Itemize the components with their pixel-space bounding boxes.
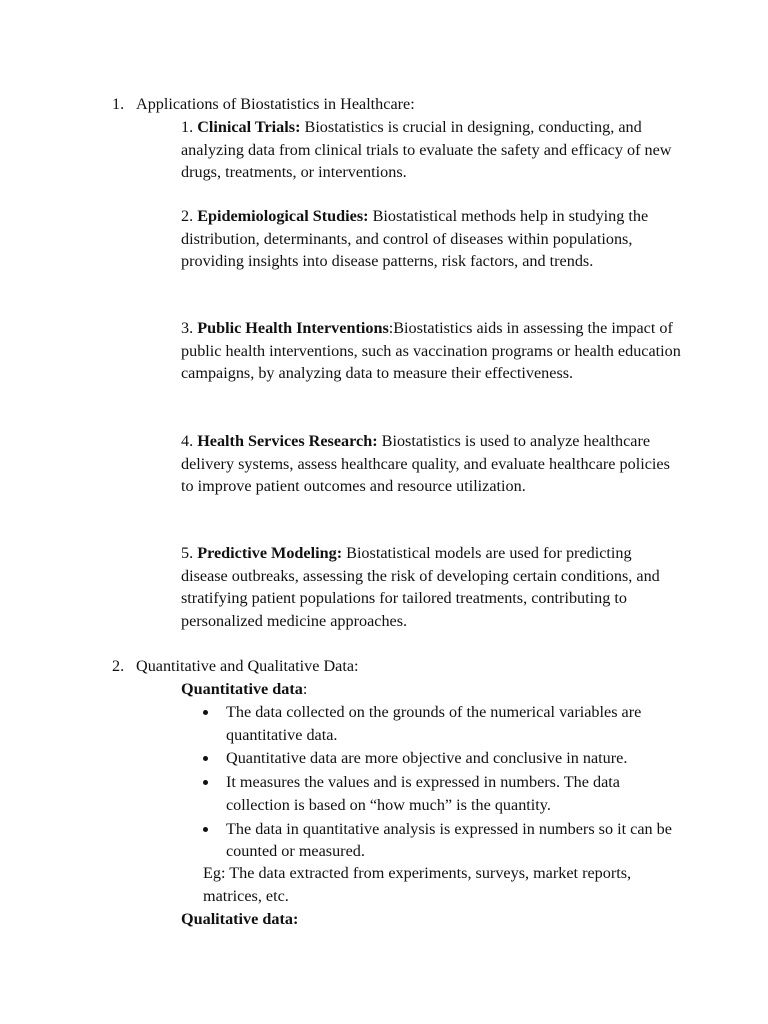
item-text: Biostatistical methods help in studying the distribution, determinants, and control of diseases within populations, providing insights into disease patterns, risk factors, and trends. [181, 207, 649, 271]
application-item-health-services-research [181, 430, 681, 498]
item-term: Clinical Trials: [197, 118, 301, 136]
quantitative-bullet-list [203, 701, 683, 864]
item-term: Predictive Modeling: [197, 544, 343, 562]
item-text: Biostatistical models are used for predicting disease outbreaks, assessing the risk of developing certain conditions, and stratifying patient populations for tailored treatments, contributing to personalized medicine approaches. [181, 544, 660, 630]
bullet-text: The data in quantitative analysis is expressed in numbers so it can be counted or measured. [226, 819, 672, 861]
quantitative-heading-text: Quantitative data [181, 680, 303, 698]
item-number: 1. [181, 118, 194, 136]
list-item [203, 818, 683, 863]
section-1-title: Applications of Biostatistics in Healthcare: [136, 95, 415, 113]
list-item [203, 701, 683, 746]
application-item-epidemiological-studies [181, 205, 681, 273]
quantitative-example: Eg: The data extracted from experiments, surveys, market reports, matrices, etc. [203, 864, 632, 905]
item-text: :Biostatistics aids in assessing the impact of public health interventions, such as vaccination programs or health education campaigns, by analyzing data to measure their effectiveness. [181, 319, 681, 383]
list-item [203, 747, 683, 770]
application-item-public-health-interventions [181, 317, 681, 385]
bullet-icon [203, 710, 208, 715]
application-item-clinical-trials [181, 116, 681, 184]
item-number: 4. [181, 432, 194, 450]
bullet-text: It measures the values and is expressed in numbers. The data collection is based on “how much” is the quantity. [226, 773, 620, 814]
section-1-number: 1. [112, 95, 125, 113]
item-text: Biostatistics is used to analyze healthcare delivery systems, assess healthcare quality, and evaluate healthcare policies to improve patient outcomes and resource utilization. [181, 432, 670, 496]
bullet-icon [203, 780, 208, 785]
list-item [203, 771, 683, 816]
item-term: Health Services Research: [197, 432, 378, 450]
application-item-predictive-modeling [181, 542, 681, 632]
item-number: 3. [181, 319, 194, 337]
bullet-text: The data collected on the grounds of the numerical variables are quantitative data. [226, 703, 642, 744]
quantitative-data-heading [181, 678, 307, 701]
bullet-icon [203, 827, 208, 832]
item-number: 2. [181, 207, 194, 225]
bullet-icon [203, 756, 208, 761]
qualitative-data-heading: Qualitative data: [181, 910, 299, 928]
item-number: 5. [181, 544, 194, 562]
item-text: Biostatistics is crucial in designing, conducting, and analyzing data from clinical trials to evaluate the safety and efficacy of new drugs, treatments, or interventions. [181, 118, 672, 182]
quantitative-heading-colon: : [302, 680, 308, 698]
section-2-title: Quantitative and Qualitative Data: [136, 657, 359, 675]
section-2-heading [112, 655, 359, 678]
section-1-heading [112, 93, 415, 116]
item-term: Public Health Interventions [197, 319, 389, 337]
item-term: Epidemiological Studies: [197, 207, 369, 225]
section-2-number: 2. [112, 657, 125, 675]
bullet-text: Quantitative data are more objective and conclusive in nature. [226, 749, 628, 768]
